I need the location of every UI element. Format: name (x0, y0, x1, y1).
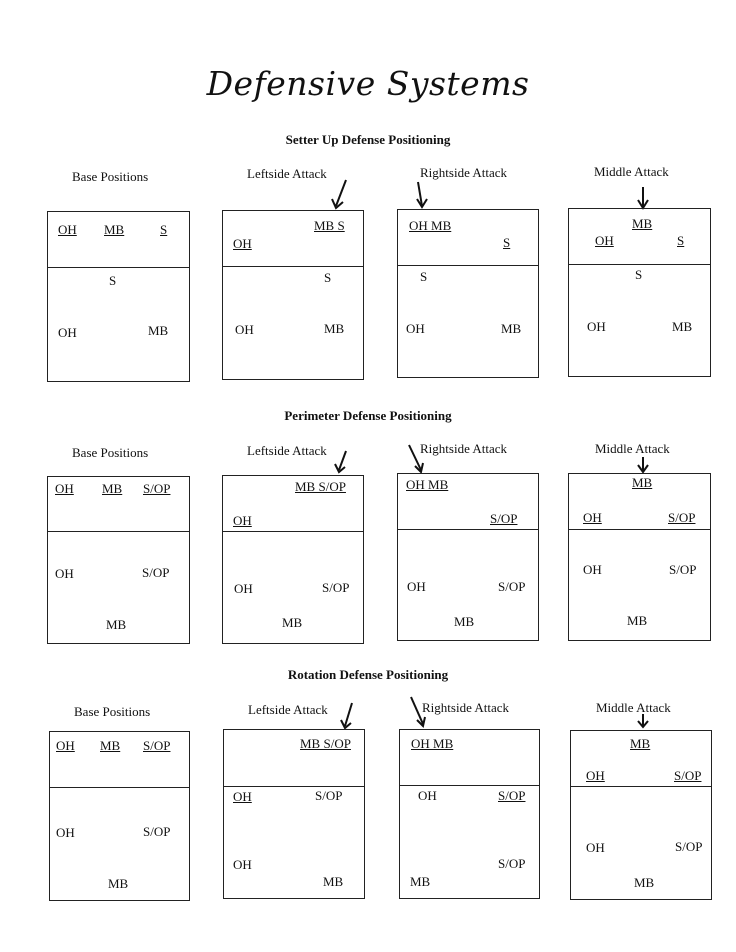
player-back: MB (106, 617, 127, 632)
court-diagram (49, 731, 190, 901)
player-back: MB (282, 615, 303, 630)
diagram-label: Leftside Attack (247, 443, 327, 458)
player-front: OH (56, 738, 75, 753)
player-front: MB (100, 738, 121, 753)
player-front: MB S (314, 218, 345, 233)
court-diagram (47, 211, 190, 382)
attack-arrow-icon (409, 696, 429, 728)
player-back: OH (586, 840, 605, 855)
net-line (48, 267, 189, 268)
net-line (224, 786, 364, 787)
court-diagram (570, 730, 712, 900)
net-line (223, 266, 363, 267)
diagram-label: Base Positions (72, 445, 149, 460)
court-diagram (568, 208, 711, 377)
player-back: OH (587, 319, 606, 334)
player-back: OH (418, 788, 437, 803)
player-back: MB (501, 321, 522, 336)
player-back: MB (672, 319, 693, 334)
net-line (50, 787, 189, 788)
player-front: MB (632, 475, 653, 490)
player-back: S/OP (142, 565, 170, 580)
player-front: OH (233, 236, 252, 251)
net-line (569, 529, 710, 530)
attack-arrow-icon (412, 180, 432, 210)
attack-arrow-icon (330, 178, 350, 212)
section-heading-rotation: Rotation Defense Positioning (287, 667, 449, 682)
player-front: MB (632, 216, 653, 231)
net-line (398, 265, 538, 266)
court-diagram (399, 729, 540, 899)
diagram-label: Rightside Attack (422, 700, 510, 715)
player-back: MB (627, 613, 648, 628)
player-front: S (160, 222, 168, 237)
player-back: S/OP (669, 562, 697, 577)
court-diagram (568, 473, 711, 641)
attack-arrow-icon (636, 456, 650, 474)
attack-arrow-icon (407, 444, 427, 474)
player-back: OH (406, 321, 425, 336)
player-front: OH (583, 510, 602, 525)
net-line (223, 531, 363, 532)
player-back: OH (407, 579, 426, 594)
player-front: S/OP (674, 768, 702, 783)
player-front: OH (595, 233, 614, 248)
court-diagram (222, 210, 364, 380)
player-front: OH MB (406, 477, 449, 492)
diagram-label: Middle Attack (596, 700, 671, 715)
player-front: OH (233, 789, 252, 804)
player-front: S (677, 233, 685, 248)
player-front: OH (586, 768, 605, 783)
player-front: MB S/OP (300, 736, 351, 751)
section-heading-perimeter: Perimeter Defense Positioning (284, 408, 452, 423)
player-front: S/OP (143, 738, 171, 753)
player-back: MB (634, 875, 655, 890)
player-back: MB (454, 614, 475, 629)
player-back: MB (148, 323, 169, 338)
page-title: Defensive Systems (206, 64, 530, 103)
attack-arrow-icon (636, 713, 650, 729)
player-front: OH (58, 222, 77, 237)
court-diagram (223, 729, 365, 899)
player-front: OH MB (411, 736, 454, 751)
player-back: S (635, 267, 643, 282)
attack-arrow-icon (636, 186, 650, 210)
attack-arrow-icon (334, 450, 350, 474)
player-front: MB (630, 736, 651, 751)
player-back: OH (233, 857, 252, 872)
player-back: OH (583, 562, 602, 577)
court-diagram (397, 473, 539, 641)
attack-arrow-icon (340, 702, 356, 730)
player-back: S/OP (498, 856, 526, 871)
net-line (48, 531, 189, 532)
player-back: OH (234, 581, 253, 596)
player-front: MB (104, 222, 125, 237)
player-front: S (503, 235, 511, 250)
diagram-label: Leftside Attack (247, 166, 327, 181)
player-back: S (324, 270, 332, 285)
court-diagram (222, 475, 364, 644)
player-back: OH (56, 825, 75, 840)
diagram-label: Base Positions (72, 169, 149, 184)
player-back: S/OP (498, 579, 526, 594)
player-back: S/OP (498, 788, 526, 803)
diagram-label: Base Positions (74, 704, 151, 719)
player-back: OH (55, 566, 74, 581)
court-diagram (397, 209, 539, 378)
section-heading-setter-up: Setter Up Defense Positioning (285, 132, 451, 147)
player-back: S/OP (143, 824, 171, 839)
player-front: MB S/OP (295, 479, 346, 494)
player-back: MB (323, 874, 344, 889)
court-diagram (47, 476, 190, 644)
player-front: OH (233, 513, 252, 528)
player-back: OH (235, 322, 254, 337)
net-line (569, 264, 710, 265)
diagram-label: Middle Attack (594, 164, 669, 179)
player-front: OH (55, 481, 74, 496)
player-back: OH (58, 325, 77, 340)
player-back: S (109, 273, 117, 288)
player-front: MB (102, 481, 123, 496)
player-back: MB (108, 876, 129, 891)
net-line (398, 529, 538, 530)
player-back: S/OP (315, 788, 343, 803)
player-front: S/OP (668, 510, 696, 525)
diagram-label: Leftside Attack (248, 702, 328, 717)
diagram-label: Rightside Attack (420, 165, 508, 180)
player-front: S/OP (490, 511, 518, 526)
player-back: S/OP (675, 839, 703, 854)
diagram-label: Rightside Attack (420, 441, 508, 456)
diagram-label: Middle Attack (595, 441, 670, 456)
net-line (571, 786, 711, 787)
net-line (400, 785, 539, 786)
player-back: S/OP (322, 580, 350, 595)
player-back: S (420, 269, 428, 284)
player-front: S/OP (143, 481, 171, 496)
player-front: OH MB (409, 218, 452, 233)
player-back: MB (324, 321, 345, 336)
player-back: MB (410, 874, 431, 889)
